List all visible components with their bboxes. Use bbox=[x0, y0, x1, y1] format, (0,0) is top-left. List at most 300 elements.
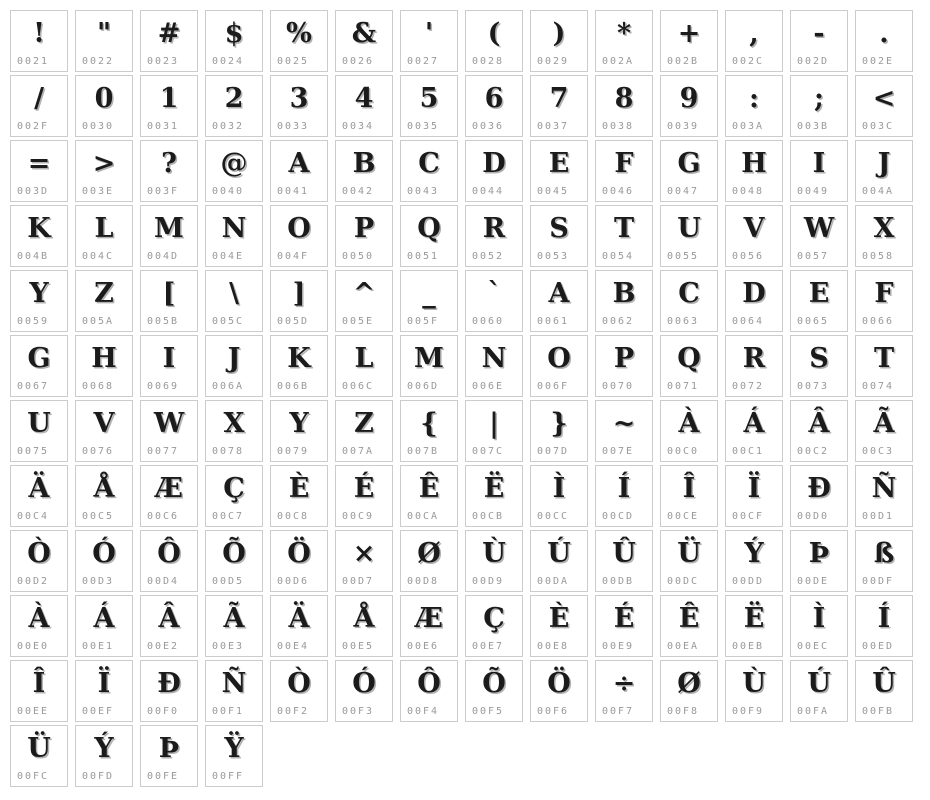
glyph-cell[interactable] bbox=[10, 270, 68, 332]
glyph: N bbox=[221, 212, 247, 244]
glyph-cell[interactable] bbox=[205, 660, 263, 722]
glyph-cell[interactable] bbox=[790, 530, 848, 592]
glyph-code-label: 004B bbox=[17, 251, 50, 262]
glyph: / bbox=[34, 82, 44, 114]
glyph: Ð bbox=[157, 667, 181, 699]
glyph: Â bbox=[808, 407, 830, 439]
glyph: Î bbox=[682, 472, 696, 504]
glyph-code-label: 00E8 bbox=[537, 641, 570, 652]
glyph-cell[interactable] bbox=[140, 140, 198, 202]
glyph-cell[interactable] bbox=[790, 465, 848, 527]
glyph-code-label: 0077 bbox=[147, 446, 180, 457]
glyph: 9 bbox=[679, 82, 699, 114]
glyph-cell[interactable] bbox=[595, 660, 653, 722]
glyph-cell[interactable] bbox=[465, 595, 523, 657]
glyph-cell[interactable] bbox=[465, 270, 523, 332]
glyph-cell[interactable] bbox=[595, 400, 653, 462]
glyph-cell[interactable] bbox=[10, 335, 68, 397]
glyph-cell[interactable] bbox=[660, 660, 718, 722]
glyph-cell[interactable] bbox=[400, 530, 458, 592]
glyph-cell[interactable] bbox=[335, 75, 393, 137]
glyph-code-label: 005A bbox=[82, 316, 115, 327]
glyph-cell[interactable] bbox=[140, 725, 198, 787]
glyph-cell[interactable] bbox=[855, 205, 913, 267]
glyph-cell[interactable] bbox=[10, 10, 68, 72]
glyph-code-label: 002C bbox=[732, 56, 765, 67]
glyph: U bbox=[27, 407, 51, 439]
glyph: Ã bbox=[223, 602, 245, 634]
glyph-code-label: 00E3 bbox=[212, 641, 245, 652]
glyph-cell[interactable] bbox=[270, 75, 328, 137]
glyph-cell[interactable] bbox=[75, 270, 133, 332]
glyph-cell[interactable] bbox=[530, 660, 588, 722]
glyph-cell[interactable] bbox=[75, 75, 133, 137]
glyph-cell[interactable] bbox=[400, 400, 458, 462]
glyph: ) bbox=[552, 17, 566, 49]
glyph-cell[interactable] bbox=[855, 465, 913, 527]
glyph-cell[interactable] bbox=[725, 205, 783, 267]
glyph-cell[interactable] bbox=[595, 530, 653, 592]
glyph-cell[interactable] bbox=[790, 335, 848, 397]
glyph-cell[interactable] bbox=[530, 10, 588, 72]
glyph-code-label: 00CA bbox=[407, 511, 440, 522]
glyph-cell[interactable] bbox=[10, 400, 68, 462]
glyph-code-label: 00F0 bbox=[147, 706, 180, 717]
glyph: Ë bbox=[743, 602, 765, 634]
glyph-code-label: 00F9 bbox=[732, 706, 765, 717]
glyph: R bbox=[482, 212, 506, 244]
glyph-code-label: 00F7 bbox=[602, 706, 635, 717]
glyph-cell[interactable] bbox=[465, 465, 523, 527]
glyph: H bbox=[741, 147, 767, 179]
glyph-cell[interactable] bbox=[465, 660, 523, 722]
glyph-cell[interactable] bbox=[10, 205, 68, 267]
glyph-cell[interactable] bbox=[725, 530, 783, 592]
glyph: W bbox=[803, 212, 835, 244]
glyph-cell[interactable] bbox=[270, 530, 328, 592]
glyph-code-label: 0040 bbox=[212, 186, 245, 197]
glyph-cell[interactable] bbox=[725, 400, 783, 462]
glyph: Ý bbox=[744, 537, 764, 569]
glyph-code-label: 0072 bbox=[732, 381, 765, 392]
glyph-cell[interactable] bbox=[335, 465, 393, 527]
glyph-cell[interactable] bbox=[400, 465, 458, 527]
glyph: ß bbox=[873, 537, 895, 569]
glyph: W bbox=[153, 407, 185, 439]
glyph-cell[interactable] bbox=[530, 140, 588, 202]
glyph: X bbox=[873, 212, 895, 244]
glyph-code-label: 00D4 bbox=[147, 576, 180, 587]
glyph-cell[interactable] bbox=[205, 530, 263, 592]
glyph: Ì bbox=[812, 602, 826, 634]
glyph-cell[interactable] bbox=[725, 10, 783, 72]
glyph-cell[interactable] bbox=[855, 75, 913, 137]
glyph-cell[interactable] bbox=[335, 530, 393, 592]
glyph: , bbox=[749, 17, 759, 49]
glyph-cell[interactable] bbox=[400, 595, 458, 657]
glyph-cell[interactable] bbox=[270, 10, 328, 72]
glyph-code-label: 0034 bbox=[342, 121, 375, 132]
glyph-cell[interactable] bbox=[205, 595, 263, 657]
glyph-cell[interactable] bbox=[270, 465, 328, 527]
glyph-cell[interactable] bbox=[400, 270, 458, 332]
glyph-cell[interactable] bbox=[660, 270, 718, 332]
glyph-code-label: 0039 bbox=[667, 121, 700, 132]
glyph-cell[interactable] bbox=[335, 400, 393, 462]
glyph-cell[interactable] bbox=[465, 140, 523, 202]
glyph-cell[interactable] bbox=[595, 465, 653, 527]
glyph-cell[interactable] bbox=[530, 530, 588, 592]
glyph-cell[interactable] bbox=[205, 400, 263, 462]
glyph: Ó bbox=[92, 537, 116, 569]
glyph-cell[interactable] bbox=[855, 10, 913, 72]
glyph-cell[interactable] bbox=[790, 140, 848, 202]
glyph-cell[interactable] bbox=[400, 75, 458, 137]
glyph-cell[interactable] bbox=[205, 335, 263, 397]
glyph-code-label: 00CD bbox=[602, 511, 635, 522]
glyph: M bbox=[154, 212, 184, 244]
glyph-cell[interactable] bbox=[725, 75, 783, 137]
glyph-cell[interactable] bbox=[530, 400, 588, 462]
glyph-cell[interactable] bbox=[595, 10, 653, 72]
glyph-code-label: 005D bbox=[277, 316, 310, 327]
glyph-cell[interactable] bbox=[270, 335, 328, 397]
glyph-cell[interactable] bbox=[660, 335, 718, 397]
glyph: Ó bbox=[352, 667, 376, 699]
glyph-code-label: 00DC bbox=[667, 576, 700, 587]
glyph: { bbox=[420, 407, 438, 439]
glyph-cell[interactable] bbox=[335, 595, 393, 657]
glyph-cell[interactable] bbox=[530, 595, 588, 657]
glyph: > bbox=[92, 147, 116, 179]
glyph-cell[interactable] bbox=[855, 335, 913, 397]
glyph-cell[interactable] bbox=[660, 75, 718, 137]
glyph: Þ bbox=[158, 732, 180, 764]
glyph: È bbox=[548, 602, 570, 634]
glyph-cell[interactable] bbox=[855, 595, 913, 657]
glyph-code-label: 004E bbox=[212, 251, 245, 262]
glyph-code-label: 006B bbox=[277, 381, 310, 392]
glyph-code-label: 00EE bbox=[17, 706, 50, 717]
glyph-cell[interactable] bbox=[400, 205, 458, 267]
glyph-code-label: 00DF bbox=[862, 576, 895, 587]
glyph-code-label: 0073 bbox=[797, 381, 830, 392]
glyph-cell[interactable] bbox=[400, 660, 458, 722]
glyph-cell[interactable] bbox=[335, 140, 393, 202]
glyph-code-label: 00FD bbox=[82, 771, 115, 782]
glyph-code-label: 00D6 bbox=[277, 576, 310, 587]
glyph-cell[interactable] bbox=[595, 595, 653, 657]
glyph-code-label: 003D bbox=[17, 186, 50, 197]
glyph-code-label: 00C6 bbox=[147, 511, 180, 522]
glyph: ; bbox=[814, 82, 824, 114]
glyph-code-label: 00EB bbox=[732, 641, 765, 652]
glyph-cell[interactable] bbox=[790, 75, 848, 137]
glyph-cell[interactable] bbox=[270, 400, 328, 462]
glyph-cell[interactable] bbox=[140, 205, 198, 267]
glyph-cell[interactable] bbox=[10, 140, 68, 202]
glyph: Ÿ bbox=[224, 732, 244, 764]
glyph-code-label: 00D3 bbox=[82, 576, 115, 587]
glyph-cell[interactable] bbox=[10, 595, 68, 657]
glyph-cell[interactable] bbox=[10, 660, 68, 722]
glyph-cell[interactable] bbox=[270, 140, 328, 202]
glyph-cell[interactable] bbox=[595, 205, 653, 267]
glyph-code-label: 00F3 bbox=[342, 706, 375, 717]
glyph: T bbox=[613, 212, 635, 244]
glyph: Ç bbox=[223, 472, 245, 504]
glyph-cell[interactable] bbox=[205, 205, 263, 267]
glyph-cell[interactable] bbox=[205, 10, 263, 72]
glyph-code-label: 00FC bbox=[17, 771, 50, 782]
glyph-cell[interactable] bbox=[140, 595, 198, 657]
glyph-code-label: 003A bbox=[732, 121, 765, 132]
glyph: Ü bbox=[677, 537, 701, 569]
glyph-cell[interactable] bbox=[465, 10, 523, 72]
glyph-code-label: 006F bbox=[537, 381, 570, 392]
glyph: Æ bbox=[415, 602, 443, 634]
glyph-code-label: 0028 bbox=[472, 56, 505, 67]
glyph: Q bbox=[677, 342, 701, 374]
glyph: À bbox=[678, 407, 700, 439]
glyph-cell[interactable] bbox=[400, 10, 458, 72]
glyph-cell[interactable] bbox=[660, 140, 718, 202]
glyph-code-label: 00F4 bbox=[407, 706, 440, 717]
glyph-cell[interactable] bbox=[530, 335, 588, 397]
glyph: $ bbox=[224, 17, 244, 49]
glyph-cell[interactable] bbox=[725, 270, 783, 332]
glyph-code-label: 0025 bbox=[277, 56, 310, 67]
glyph: Ì bbox=[552, 472, 566, 504]
glyph-cell[interactable] bbox=[790, 205, 848, 267]
glyph-cell[interactable] bbox=[465, 205, 523, 267]
glyph-code-label: 0029 bbox=[537, 56, 570, 67]
glyph-cell[interactable] bbox=[75, 335, 133, 397]
glyph: Ô bbox=[417, 667, 441, 699]
glyph: V bbox=[93, 407, 115, 439]
glyph: 4 bbox=[354, 82, 374, 114]
glyph-cell[interactable] bbox=[725, 465, 783, 527]
glyph-cell[interactable] bbox=[725, 140, 783, 202]
glyph-cell[interactable] bbox=[205, 465, 263, 527]
glyph: Ê bbox=[418, 472, 440, 504]
glyph: Q bbox=[417, 212, 441, 244]
glyph-code-label: 00D2 bbox=[17, 576, 50, 587]
glyph-cell[interactable] bbox=[140, 530, 198, 592]
glyph-cell[interactable] bbox=[335, 270, 393, 332]
glyph: Z bbox=[94, 277, 114, 309]
glyph-code-label: 00C0 bbox=[667, 446, 700, 457]
glyph-cell[interactable] bbox=[855, 530, 913, 592]
glyph-code-label: 0036 bbox=[472, 121, 505, 132]
glyph: O bbox=[547, 342, 571, 374]
glyph-code-label: 0060 bbox=[472, 316, 505, 327]
glyph-cell[interactable] bbox=[205, 140, 263, 202]
glyph-code-label: 007C bbox=[472, 446, 505, 457]
glyph-cell[interactable] bbox=[595, 270, 653, 332]
glyph: " bbox=[96, 17, 112, 49]
glyph: _ bbox=[422, 277, 436, 309]
glyph-code-label: 0026 bbox=[342, 56, 375, 67]
glyph-cell[interactable] bbox=[205, 75, 263, 137]
glyph-cell[interactable] bbox=[790, 10, 848, 72]
glyph-cell[interactable] bbox=[855, 270, 913, 332]
glyph-code-label: 00DA bbox=[537, 576, 570, 587]
glyph-cell[interactable] bbox=[140, 335, 198, 397]
glyph-code-label: 00C7 bbox=[212, 511, 245, 522]
glyph-cell[interactable] bbox=[465, 75, 523, 137]
glyph-cell[interactable] bbox=[660, 10, 718, 72]
glyph-cell[interactable] bbox=[595, 75, 653, 137]
glyph-code-label: 0053 bbox=[537, 251, 570, 262]
glyph-cell[interactable] bbox=[660, 530, 718, 592]
glyph: N bbox=[481, 342, 507, 374]
glyph-cell[interactable] bbox=[205, 725, 263, 787]
glyph-cell[interactable] bbox=[595, 140, 653, 202]
glyph-code-label: 002A bbox=[602, 56, 635, 67]
glyph: Á bbox=[93, 602, 115, 634]
glyph-cell[interactable] bbox=[855, 140, 913, 202]
glyph-code-label: 002D bbox=[797, 56, 830, 67]
glyph-cell[interactable] bbox=[75, 10, 133, 72]
glyph: É bbox=[613, 602, 635, 634]
glyph-cell[interactable] bbox=[790, 595, 848, 657]
glyph: I bbox=[812, 147, 826, 179]
glyph-cell[interactable] bbox=[75, 530, 133, 592]
glyph-cell[interactable] bbox=[335, 205, 393, 267]
glyph-cell[interactable] bbox=[75, 205, 133, 267]
glyph-cell[interactable] bbox=[530, 270, 588, 332]
glyph-cell[interactable] bbox=[270, 660, 328, 722]
glyph-cell[interactable] bbox=[75, 400, 133, 462]
glyph-code-label: 00ED bbox=[862, 641, 895, 652]
glyph-code-label: 006D bbox=[407, 381, 440, 392]
glyph-cell[interactable] bbox=[790, 400, 848, 462]
glyph-cell[interactable] bbox=[725, 335, 783, 397]
glyph-code-label: 00C5 bbox=[82, 511, 115, 522]
glyph-code-label: 0062 bbox=[602, 316, 635, 327]
glyph-code-label: 0030 bbox=[82, 121, 115, 132]
glyph: É bbox=[353, 472, 375, 504]
glyph-cell[interactable] bbox=[140, 75, 198, 137]
glyph-cell[interactable] bbox=[335, 335, 393, 397]
glyph: Ñ bbox=[871, 472, 897, 504]
glyph: Ø bbox=[417, 537, 441, 569]
glyph-cell[interactable] bbox=[270, 205, 328, 267]
glyph: È bbox=[288, 472, 310, 504]
glyph-cell[interactable] bbox=[855, 400, 913, 462]
glyph-code-label: 00FA bbox=[797, 706, 830, 717]
glyph-code-label: 0056 bbox=[732, 251, 765, 262]
glyph-code-label: 00C4 bbox=[17, 511, 50, 522]
glyph-cell[interactable] bbox=[75, 465, 133, 527]
glyph-cell[interactable] bbox=[660, 595, 718, 657]
glyph: Ð bbox=[807, 472, 831, 504]
glyph-cell[interactable] bbox=[595, 335, 653, 397]
glyph: 5 bbox=[419, 82, 439, 114]
glyph-code-label: 0045 bbox=[537, 186, 570, 197]
glyph-code-label: 004F bbox=[277, 251, 310, 262]
glyph: T bbox=[873, 342, 895, 374]
glyph-cell[interactable] bbox=[530, 465, 588, 527]
glyph-cell[interactable] bbox=[205, 270, 263, 332]
glyph: Æ bbox=[155, 472, 183, 504]
glyph: S bbox=[809, 342, 829, 374]
glyph-code-label: 00D9 bbox=[472, 576, 505, 587]
glyph: 1 bbox=[159, 82, 179, 114]
glyph-cell[interactable] bbox=[400, 140, 458, 202]
glyph-cell[interactable] bbox=[75, 660, 133, 722]
glyph-cell[interactable] bbox=[140, 465, 198, 527]
glyph-cell[interactable] bbox=[75, 595, 133, 657]
glyph-cell[interactable] bbox=[10, 75, 68, 137]
glyph-cell[interactable] bbox=[465, 400, 523, 462]
glyph: < bbox=[872, 82, 896, 114]
glyph-cell[interactable] bbox=[75, 725, 133, 787]
glyph: \ bbox=[229, 277, 239, 309]
glyph-cell[interactable] bbox=[10, 465, 68, 527]
glyph: G bbox=[677, 147, 701, 179]
glyph: % bbox=[286, 17, 312, 49]
glyph-cell[interactable] bbox=[10, 530, 68, 592]
glyph-code-label: 00E6 bbox=[407, 641, 440, 652]
glyph-cell[interactable] bbox=[530, 75, 588, 137]
glyph-cell[interactable] bbox=[10, 725, 68, 787]
glyph-cell[interactable] bbox=[790, 270, 848, 332]
glyph-code-label: 0047 bbox=[667, 186, 700, 197]
glyph-cell[interactable] bbox=[140, 10, 198, 72]
glyph-cell[interactable] bbox=[855, 660, 913, 722]
glyph-cell[interactable] bbox=[660, 465, 718, 527]
glyph-code-label: 0071 bbox=[667, 381, 700, 392]
glyph-cell[interactable] bbox=[270, 270, 328, 332]
glyph-code-label: 0055 bbox=[667, 251, 700, 262]
glyph-code-label: 00F6 bbox=[537, 706, 570, 717]
glyph: L bbox=[354, 342, 374, 374]
glyph: Ö bbox=[547, 667, 571, 699]
glyph-cell[interactable] bbox=[270, 595, 328, 657]
glyph: Y bbox=[29, 277, 49, 309]
glyph-cell[interactable] bbox=[465, 335, 523, 397]
glyph-cell[interactable] bbox=[140, 270, 198, 332]
glyph: E bbox=[808, 277, 830, 309]
glyph-code-label: 00D7 bbox=[342, 576, 375, 587]
glyph-cell[interactable] bbox=[140, 660, 198, 722]
glyph-cell[interactable] bbox=[335, 10, 393, 72]
glyph-cell[interactable] bbox=[725, 595, 783, 657]
glyph-code-label: 0041 bbox=[277, 186, 310, 197]
glyph-cell[interactable] bbox=[140, 400, 198, 462]
glyph-code-label: 002B bbox=[667, 56, 700, 67]
glyph-cell[interactable] bbox=[530, 205, 588, 267]
glyph: 8 bbox=[614, 82, 634, 114]
glyph-cell[interactable] bbox=[660, 205, 718, 267]
glyph-cell[interactable] bbox=[400, 335, 458, 397]
glyph-cell[interactable] bbox=[660, 400, 718, 462]
glyph-cell[interactable] bbox=[335, 660, 393, 722]
glyph-cell[interactable] bbox=[790, 660, 848, 722]
glyph: Û bbox=[872, 667, 896, 699]
glyph-code-label: 007A bbox=[342, 446, 375, 457]
glyph-cell[interactable] bbox=[465, 530, 523, 592]
glyph: A bbox=[548, 277, 570, 309]
glyph-code-label: 00CF bbox=[732, 511, 765, 522]
glyph-code-label: 0022 bbox=[82, 56, 115, 67]
glyph-cell[interactable] bbox=[75, 140, 133, 202]
glyph: K bbox=[287, 342, 311, 374]
glyph-cell[interactable] bbox=[725, 660, 783, 722]
glyph-code-label: 00DD bbox=[732, 576, 765, 587]
